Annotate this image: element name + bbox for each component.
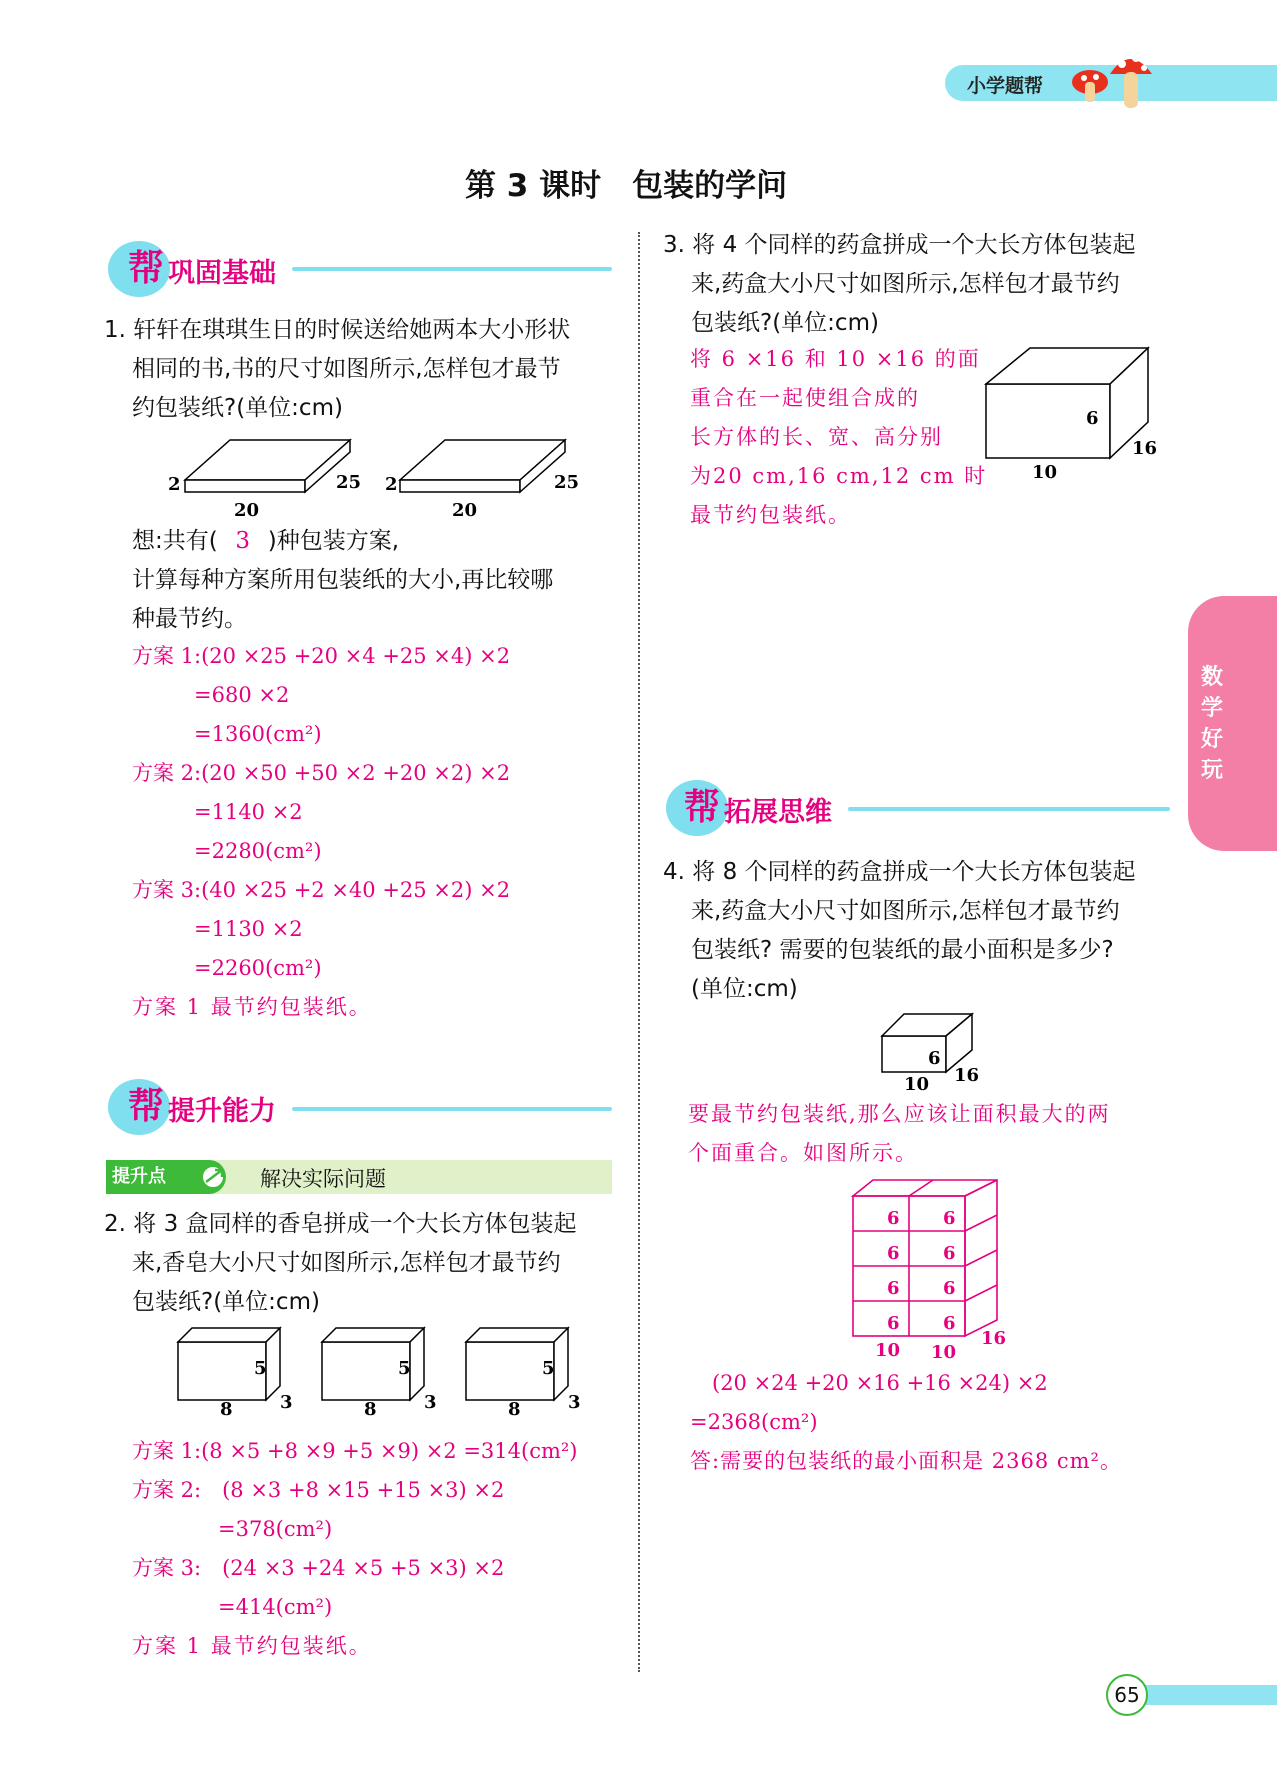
page-number: 65	[1114, 1683, 1140, 1707]
q3-line: 来,药盒大小尺寸如图所示,怎样包才最节约	[691, 271, 1120, 297]
stack-depth-label: 16	[981, 1328, 1007, 1349]
soap-box-2	[322, 1328, 437, 1416]
q2-soap-figure	[170, 1324, 610, 1416]
q3-box-figure	[980, 342, 1180, 482]
soap-h-label: 5	[254, 1358, 267, 1379]
think-prefix: 想:共有(	[132, 528, 218, 554]
q3-line: 3. 将 4 个同样的药盒拼成一个大长方体包装起	[663, 232, 1136, 258]
side-tab-char: 好	[1200, 727, 1223, 752]
book-w-label: 25	[554, 472, 580, 493]
q4-box-figure	[876, 1008, 996, 1093]
q1-answer-line: 方案 1:(20 ×25 +20 ×4 +25 ×4) ×2	[132, 644, 511, 668]
mushroom-icon	[1060, 44, 1156, 114]
q4-text	[663, 853, 1183, 1009]
stack-cell-label: 6	[887, 1313, 900, 1334]
q1-line: 1. 轩轩在琪琪生日的时候送给她两本大小形状	[104, 317, 571, 343]
q2-answer-line: 方案 1 最节约包装纸。	[132, 1634, 372, 1658]
soap-w-label: 3	[424, 1392, 437, 1413]
stack-cell-label: 6	[887, 1243, 900, 1264]
q4-answer-line: (20 ×24 +20 ×16 +16 ×24) ×2	[712, 1371, 1048, 1395]
think-answer: 3	[235, 528, 251, 554]
q3-w-label: 16	[1132, 438, 1158, 459]
stack-cell-label: 6	[887, 1208, 900, 1229]
q1-answer-line: =2280(cm²)	[194, 839, 322, 863]
q1-answer-line: =2260(cm²)	[194, 956, 322, 980]
q3-answer-line: 重合在一起使组合成的	[690, 386, 920, 410]
q1-answer-line: =1140 ×2	[194, 800, 303, 824]
q3-answer-line: 长方体的长、宽、高分别	[690, 425, 943, 449]
q1-answer-line: 方案 2:(20 ×50 +50 ×2 +20 ×2) ×2	[132, 761, 511, 785]
section-title-basic: 巩固基础	[168, 258, 276, 289]
q4-l-label: 10	[904, 1074, 930, 1093]
q2-answer-line: 方案 1:(8 ×5 +8 ×9 +5 ×9) ×2 =314(cm²)	[132, 1439, 578, 1463]
soap-l-label: 8	[364, 1399, 377, 1416]
book-l-label: 20	[452, 500, 478, 521]
q3-answer-line: 将 6 ×16 和 10 ×16 的面	[690, 347, 981, 371]
q4-analysis-line: 个面重合。如图所示。	[688, 1141, 918, 1165]
stack-cell-label: 6	[943, 1208, 956, 1229]
q1-think-line: 种最节约。	[132, 606, 247, 632]
soap-l-label: 8	[220, 1399, 233, 1416]
side-tab-char: 学	[1200, 696, 1223, 721]
stack-cell-label: 6	[943, 1243, 956, 1264]
q1-answer-line: =1130 ×2	[194, 917, 303, 941]
header-brand: 小学题帮	[967, 75, 1044, 97]
tisheng-tag-label: 提升点	[112, 1166, 166, 1187]
soap-l-label: 8	[508, 1399, 521, 1416]
q4-stack-figure	[845, 1172, 1015, 1360]
q3-answers	[690, 340, 990, 535]
q1-think-line: 计算每种方案所用包装纸的大小,再比较哪	[132, 567, 554, 593]
q3-text	[663, 226, 1183, 343]
q1-line: 约包装纸?(单位:cm)	[132, 395, 343, 421]
book-l-label: 20	[234, 500, 260, 521]
q3-answer-line: 为20 cm,16 cm,12 cm 时	[690, 464, 988, 488]
q1-answer-line: 方案 1 最节约包装纸。	[132, 995, 372, 1019]
q3-h-label: 6	[1086, 408, 1099, 429]
side-tab-text	[1198, 662, 1226, 786]
book-w-label: 25	[336, 472, 362, 493]
side-tab-char: 数	[1200, 665, 1223, 690]
q4-line: 4. 将 8 个同样的药盒拼成一个大长方体包装起	[663, 859, 1136, 885]
soap-box-3	[466, 1328, 581, 1416]
stack-length-label: 10	[875, 1340, 901, 1360]
stack-length-label: 10	[931, 1342, 957, 1360]
arrow-icon	[200, 1164, 232, 1190]
think-suffix: )种包装方案,	[267, 528, 400, 554]
soap-box-1	[178, 1328, 293, 1416]
q4-analysis	[688, 1095, 1188, 1173]
section-line	[848, 807, 1170, 811]
soap-w-label: 3	[568, 1392, 581, 1413]
side-tab-char: 玩	[1200, 758, 1223, 783]
q4-line: 来,药盒大小尺寸如图所示,怎样包才最节约	[691, 898, 1120, 924]
q2-answer-line: 方案 2: (8 ×3 +8 ×15 +15 ×3) ×2	[132, 1478, 505, 1502]
q3-line: 包装纸?(单位:cm)	[691, 310, 879, 336]
soap-h-label: 5	[542, 1358, 555, 1379]
section-line	[292, 267, 612, 271]
tisheng-topic: 解决实际问题	[260, 1167, 386, 1191]
q1-text	[104, 311, 624, 428]
q1-think-line	[132, 522, 632, 561]
q1-answer-line: 方案 3:(40 ×25 +2 ×40 +25 ×2) ×2	[132, 878, 511, 902]
q2-text	[104, 1205, 624, 1322]
q2-answers	[132, 1432, 632, 1666]
q2-answer-line: =414(cm²)	[218, 1595, 333, 1619]
soap-w-label: 3	[280, 1392, 293, 1413]
q4-answers	[690, 1364, 1190, 1481]
book-2	[385, 440, 579, 521]
q4-line: 包装纸? 需要的包装纸的最小面积是多少?	[691, 937, 1114, 963]
section-title-expand: 拓展思维	[724, 797, 832, 828]
q4-h-label: 6	[928, 1048, 941, 1069]
lesson-title: 第 3 课时 包装的学问	[465, 168, 788, 204]
q4-answer-line: 答:需要的包装纸的最小面积是 2368 cm²。	[690, 1449, 1122, 1473]
q4-answer-line: =2368(cm²)	[690, 1410, 818, 1434]
soap-h-label: 5	[398, 1358, 411, 1379]
q1-book-figure	[160, 428, 630, 523]
column-divider	[638, 232, 640, 1672]
q4-line: (单位:cm)	[691, 976, 798, 1002]
q3-l-label: 10	[1032, 462, 1058, 482]
stack-cell-label: 6	[943, 1313, 956, 1334]
section-line	[292, 1107, 612, 1111]
section-bang: 帮	[128, 248, 165, 289]
q1-line: 相同的书,书的尺寸如图所示,怎样包才最节	[132, 356, 561, 382]
q1-answer-line: =1360(cm²)	[194, 722, 322, 746]
book-h-label: 2	[168, 474, 181, 495]
stack-cell-label: 6	[943, 1278, 956, 1299]
q4-w-label: 16	[954, 1065, 980, 1086]
stack-cell-label: 6	[887, 1278, 900, 1299]
q1-answers	[132, 637, 632, 1027]
book-h-label: 2	[385, 474, 398, 495]
q3-answer-line: 最节约包装纸。	[690, 503, 851, 527]
q1-answer-line: =680 ×2	[194, 683, 290, 707]
q4-analysis-line: 要最节约包装纸,那么应该让面积最大的两	[688, 1102, 1111, 1126]
book-1	[168, 440, 361, 521]
section-bang: 帮	[684, 787, 721, 828]
q2-answer-line: 方案 3: (24 ×3 +24 ×5 +5 ×3) ×2	[132, 1556, 505, 1580]
q2-line: 来,香皂大小尺寸如图所示,怎样包才最节约	[132, 1250, 561, 1276]
q2-line: 包装纸?(单位:cm)	[132, 1289, 320, 1315]
page-number-badge	[1106, 1674, 1148, 1716]
section-title-improve: 提升能力	[168, 1096, 276, 1127]
section-bang: 帮	[128, 1086, 165, 1127]
q2-answer-line: =378(cm²)	[218, 1517, 333, 1541]
q1-think	[132, 522, 632, 639]
q2-line: 2. 将 3 盒同样的香皂拼成一个大长方体包装起	[104, 1211, 577, 1237]
